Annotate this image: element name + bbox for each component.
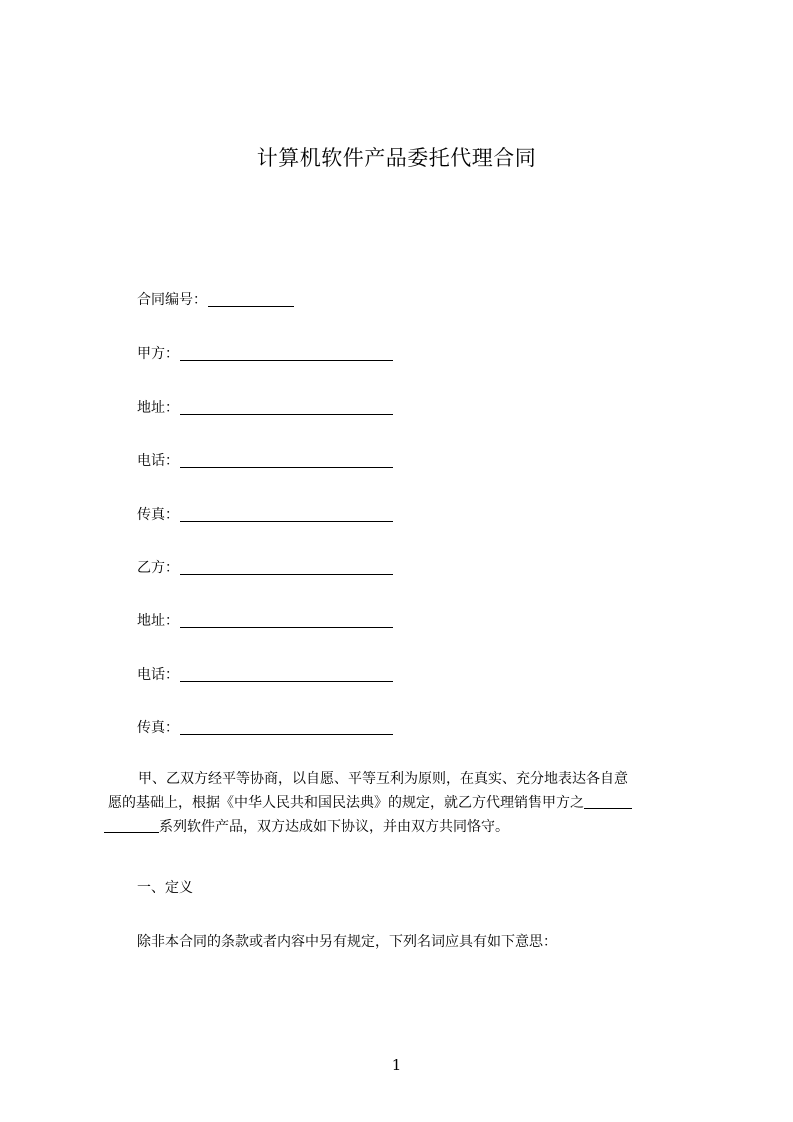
contract-number-field <box>137 290 294 310</box>
party-a-name-field <box>137 344 393 364</box>
preamble-line-2 <box>104 791 702 815</box>
party-b-phone-label: 电话： <box>137 667 179 683</box>
party-a-fax-label: 传真： <box>137 507 179 523</box>
product-name-blank-part-1 <box>584 794 632 809</box>
party-b-address-field <box>137 611 393 631</box>
party-b-name-label: 乙方： <box>137 560 179 576</box>
party-a-name-label: 甲方： <box>137 346 179 362</box>
product-name-blank-part-2 <box>104 818 159 833</box>
party-b-address-blank <box>180 612 393 628</box>
party-a-fax-field <box>137 505 393 525</box>
party-a-phone-label: 电话： <box>137 453 179 469</box>
contract-number-label: 合同编号： <box>137 292 207 308</box>
party-b-name-blank <box>180 559 393 575</box>
preamble-paragraph <box>104 767 702 839</box>
party-b-phone-blank <box>180 666 393 682</box>
party-a-phone-field <box>137 451 393 471</box>
preamble-line-3-text: 系列软件产品，双方达成如下协议，并由双方共同恪守。 <box>159 819 509 835</box>
party-b-fax-blank <box>180 719 393 735</box>
party-a-phone-blank <box>180 452 393 468</box>
party-a-fax-blank <box>180 506 393 522</box>
party-b-name-field <box>137 558 393 578</box>
section-1-heading: 一、定义 <box>137 880 193 896</box>
page-number: 1 <box>391 1056 402 1074</box>
preamble-line-1: 甲、乙双方经平等协商，以自愿、平等互利为原则，在真实、充分地表达各自意 <box>138 771 628 787</box>
document-title: 计算机软件产品委托代理合同 <box>256 146 537 170</box>
contract-number-blank <box>208 291 294 307</box>
preamble-line-3 <box>104 815 702 839</box>
party-b-fax-label: 传真： <box>137 720 179 736</box>
party-a-name-blank <box>180 345 393 361</box>
party-a-address-label: 地址： <box>137 400 179 416</box>
party-b-fax-field <box>137 718 393 738</box>
party-b-phone-field <box>137 665 393 685</box>
party-a-address-field <box>137 398 393 418</box>
party-a-address-blank <box>180 399 393 415</box>
preamble-line-2-text: 愿的基础上，根据《中华人民共和国民法典》的规定，就乙方代理销售甲方之 <box>108 795 584 811</box>
section-1-intro: 除非本合同的条款或者内容中另有规定，下列名词应具有如下意思： <box>137 934 557 950</box>
party-b-address-label: 地址： <box>137 613 179 629</box>
